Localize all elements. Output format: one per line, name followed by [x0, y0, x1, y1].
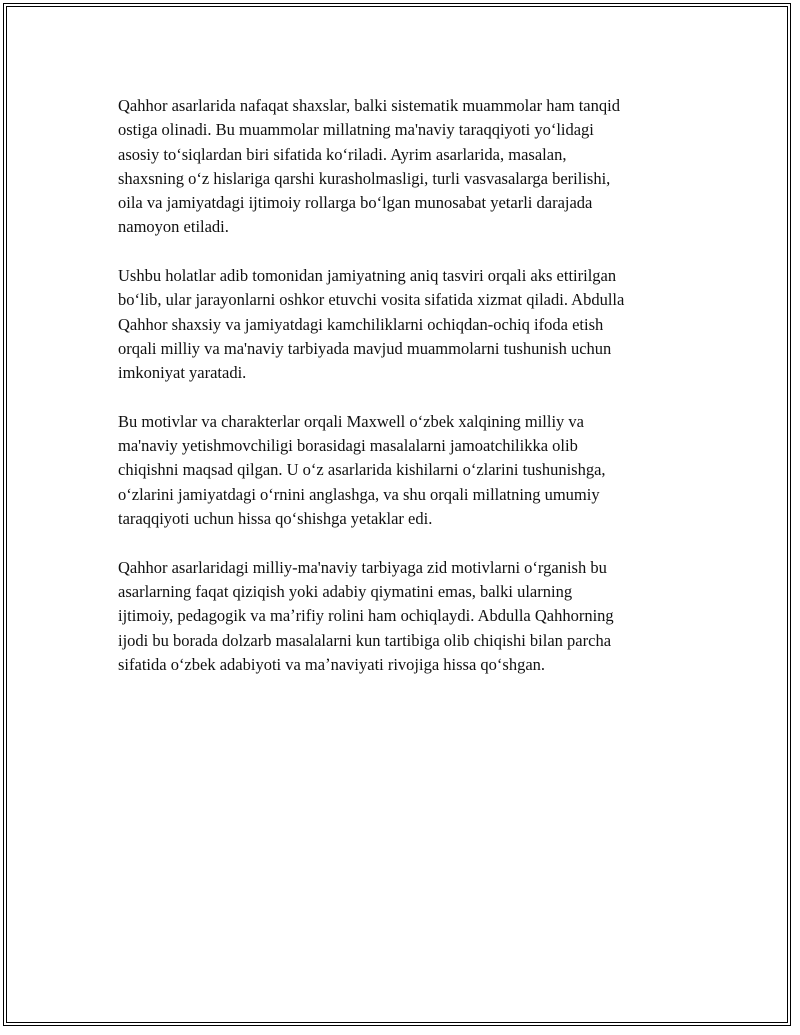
text-line: chiqishni maqsad qilgan. U oʻz asarlarida kishilarni oʻzlarini tushunishga,	[118, 460, 606, 480]
text-line: asosiy toʻsiqlardan biri sifatida koʻriladi. Ayrim asarlarida, masalan,	[118, 144, 567, 164]
text-line: ijodi bu borada dolzarb masalalarni kun tartibiga olib chiqishi bilan parcha	[118, 630, 612, 650]
text-line: oʻzlarini jamiyatdagi oʻrnini anglashga, va shu orqali millatning umumiy	[118, 484, 600, 504]
text-line: imkoniyat yaratadi.	[118, 363, 247, 383]
text-line: boʻlib, ular jarayonlarni oshkor etuvchi vosita sifatida xizmat qiladi. Abdulla	[118, 290, 625, 310]
text-line: asarlarning faqat qiziqish yoki adabiy qiymatini emas, balki ularning	[118, 581, 573, 601]
text-line: shaxsning oʻz hislariga qarshi kurasholmasligi, turli vasvasalarga berilishi,	[118, 168, 611, 188]
paragraph-2	[118, 264, 688, 385]
paragraph-1	[118, 94, 688, 240]
text-line: Qahhor asarlarida nafaqat shaxslar, balki sistematik muammolar ham tanqid	[118, 96, 620, 115]
text-line: ma'naviy yetishmovchiligi borasidagi masalalarni jamoatchilikka olib	[118, 436, 578, 456]
paragraph-3	[118, 410, 688, 531]
text-line: taraqqiyoti uchun hissa qoʻshishga yetaklar edi.	[118, 509, 433, 529]
text-line: Bu motivlar va charakterlar orqali Maxwell oʻzbek xalqining milliy va	[118, 411, 584, 431]
text-line: namoyon etiladi.	[118, 217, 229, 237]
text-line: Qahhor asarlaridagi milliy-ma'naviy tarbiyaga zid motivlarni oʻrganish bu	[118, 557, 607, 577]
text-line: Qahhor shaxsiy va jamiyatdagi kamchiliklarni ochiqdan-ochiq ifoda etish	[118, 314, 604, 334]
text-line: ijtimoiy, pedagogik va maʼrifiy rolini ham ochiqlaydi. Abdulla Qahhorning	[118, 606, 614, 626]
document-body	[118, 94, 688, 701]
text-line: sifatida oʻzbek adabiyoti va maʼnaviyati rivojiga hissa qoʻshgan.	[118, 654, 546, 674]
text-line: ostiga olinadi. Bu muammolar millatning ma'naviy taraqqiyoti yoʻlidagi	[118, 120, 594, 140]
text-line: oila va jamiyatdagi ijtimoiy rollarga boʻlgan munosabat yetarli darajada	[118, 193, 593, 213]
paragraph-4	[118, 556, 688, 677]
text-line: Ushbu holatlar adib tomonidan jamiyatning aniq tasviri orqali aks ettirilgan	[118, 266, 617, 286]
text-line: orqali milliy va ma'naviy tarbiyada mavjud muammolarni tushunish uchun	[118, 338, 612, 358]
